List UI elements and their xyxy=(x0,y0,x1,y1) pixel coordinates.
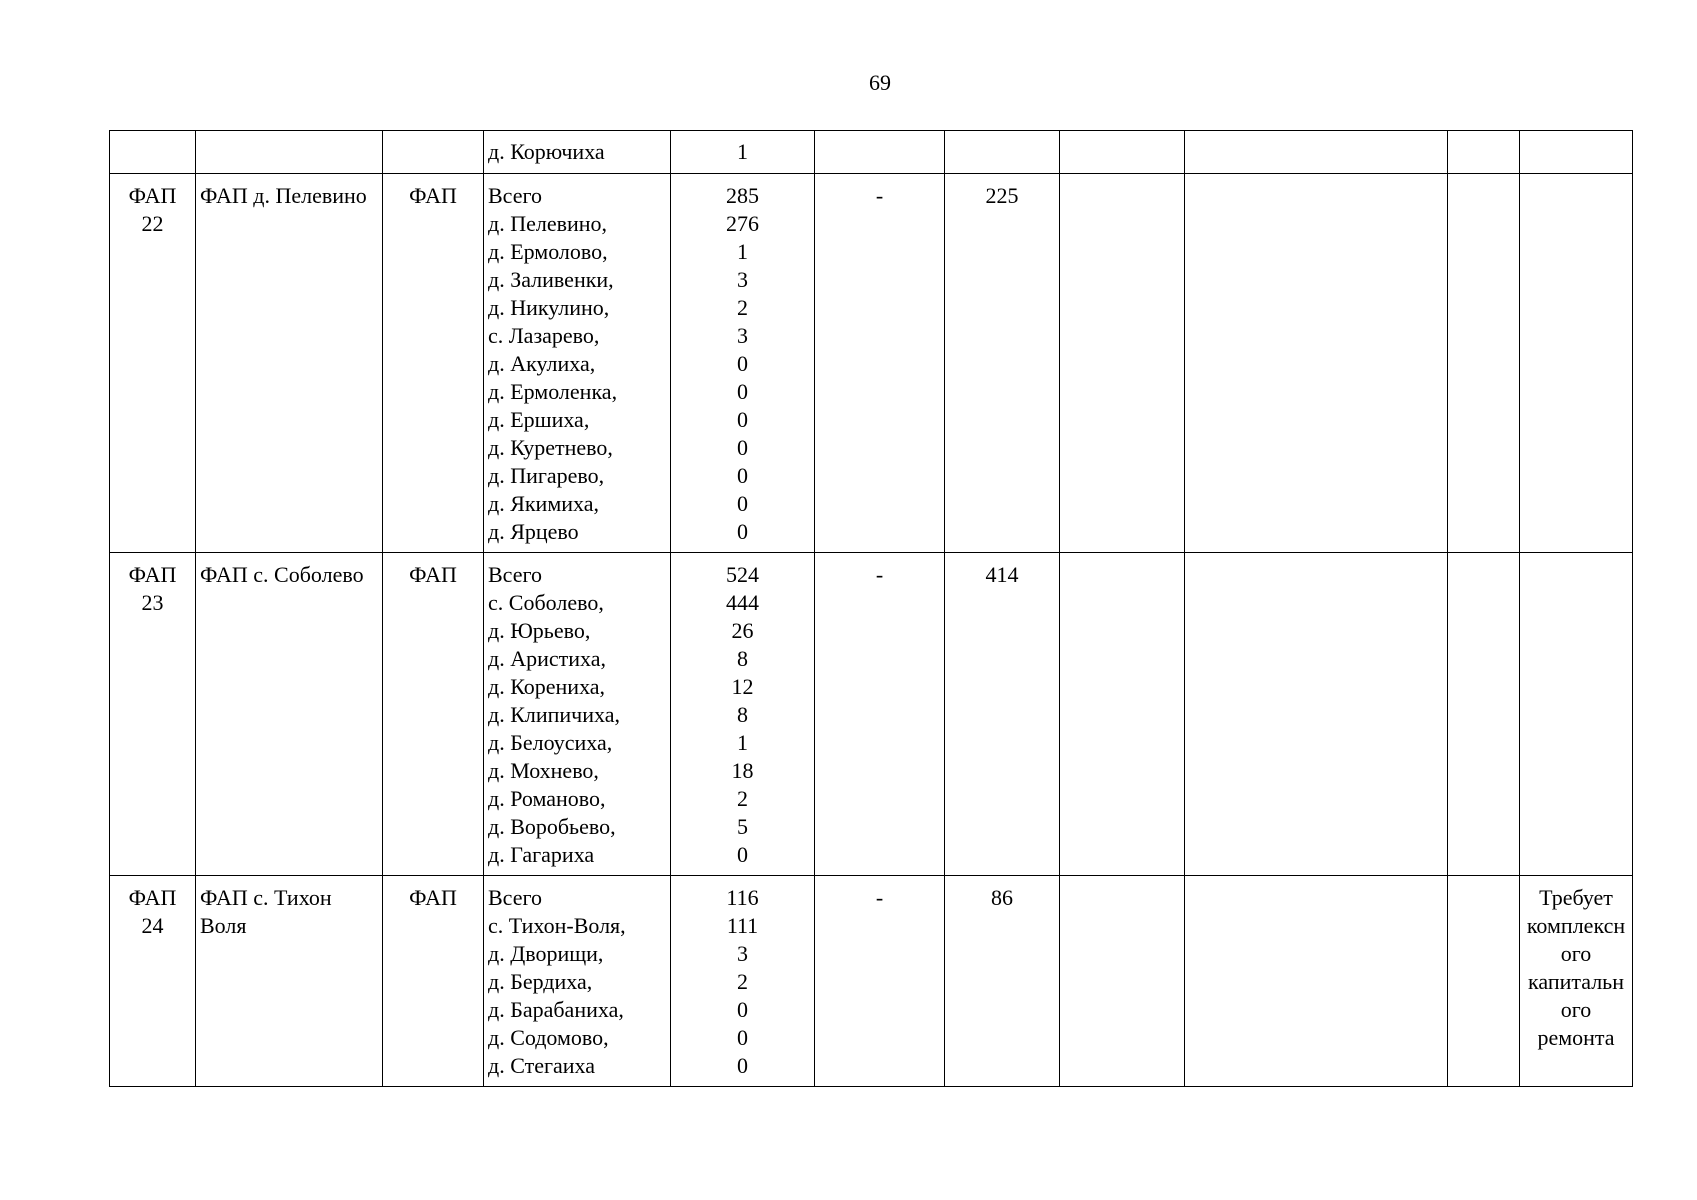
remark-cell xyxy=(1520,131,1633,174)
code-cell xyxy=(110,131,196,174)
remark-line: ремонта xyxy=(1537,1025,1615,1050)
facility-name: ФАП д. Пелевино xyxy=(200,183,367,208)
code-line: ФАП xyxy=(128,562,177,587)
col7-value: 225 xyxy=(985,183,1019,208)
population-count: 3 xyxy=(737,941,748,966)
population-count: 3 xyxy=(737,323,748,348)
empty-cell xyxy=(1060,174,1185,553)
population-count: 12 xyxy=(731,674,754,699)
type-cell xyxy=(383,174,484,553)
place-name: д. Белоусиха, xyxy=(488,730,613,755)
place-name: Всего xyxy=(488,562,542,587)
place-name: д. Гагариха xyxy=(488,842,595,867)
name-cell xyxy=(196,876,383,1087)
empty-cell xyxy=(1060,553,1185,876)
place-name: д. Ершиха, xyxy=(488,407,590,432)
remark-line: комплексн xyxy=(1526,913,1626,938)
table-body xyxy=(110,131,1633,1087)
type-cell xyxy=(383,876,484,1087)
code-cell xyxy=(110,174,196,553)
facility-type: ФАП xyxy=(409,885,457,910)
place-name: д. Якимиха, xyxy=(488,491,599,516)
col6-value: - xyxy=(875,183,884,208)
empty-cell xyxy=(1448,553,1520,876)
population-count: 0 xyxy=(737,1025,748,1050)
place-name: д. Куретнево, xyxy=(488,435,613,460)
counts-cell xyxy=(671,876,815,1087)
population-count: 0 xyxy=(737,351,748,376)
counts-cell xyxy=(671,174,815,553)
place-name: д. Аристиха, xyxy=(488,646,606,671)
counts-cell xyxy=(671,553,815,876)
population-count: 285 xyxy=(726,183,759,208)
facility-name: ФАП с. Соболево xyxy=(200,562,364,587)
place-name: д. Пигарево, xyxy=(488,463,605,488)
population-count: 2 xyxy=(737,786,748,811)
place-name: д. Корениха, xyxy=(488,674,606,699)
col6-cell xyxy=(815,876,945,1087)
population-count: 8 xyxy=(737,702,748,727)
place-name: д. Корючиха xyxy=(488,139,605,164)
remark-line: ого xyxy=(1560,997,1592,1022)
population-count: 524 xyxy=(726,562,759,587)
empty-cell xyxy=(1185,876,1448,1087)
code-line: ФАП xyxy=(128,183,177,208)
population-count: 276 xyxy=(726,211,759,236)
code-line: 22 xyxy=(141,211,164,236)
place-name: д. Стегаиха xyxy=(488,1053,595,1078)
place-name: д. Ярцево xyxy=(488,519,579,544)
name-cell xyxy=(196,174,383,553)
place-name: д. Романово, xyxy=(488,786,606,811)
empty-cell xyxy=(1448,174,1520,553)
place-name: д. Заливенки, xyxy=(488,267,614,292)
col7-cell xyxy=(945,131,1060,174)
empty-cell xyxy=(1448,131,1520,174)
population-count: 444 xyxy=(726,590,759,615)
places-cell xyxy=(484,131,671,174)
population-count: 0 xyxy=(737,997,748,1022)
population-count: 1 xyxy=(737,239,748,264)
place-name: д. Ермолово, xyxy=(488,239,608,264)
counts-cell xyxy=(671,131,815,174)
table-row xyxy=(110,876,1633,1087)
places-cell xyxy=(484,876,671,1087)
place-name: д. Бердиха, xyxy=(488,969,593,994)
type-cell xyxy=(383,131,484,174)
population-count: 0 xyxy=(737,379,748,404)
table-row xyxy=(110,553,1633,876)
population-count: 1 xyxy=(737,139,748,164)
col6-value: - xyxy=(875,562,884,587)
population-count: 111 xyxy=(726,913,759,938)
empty-cell xyxy=(1185,174,1448,553)
population-count: 5 xyxy=(737,814,748,839)
population-count: 2 xyxy=(737,295,748,320)
name-cell xyxy=(196,553,383,876)
remark-line: капитальн xyxy=(1527,969,1624,994)
population-count: 1 xyxy=(737,730,748,755)
place-name: д. Юрьево, xyxy=(488,618,591,643)
remark-cell xyxy=(1520,174,1633,553)
code-line: ФАП xyxy=(128,885,177,910)
remark-cell xyxy=(1520,553,1633,876)
col6-cell xyxy=(815,131,945,174)
population-count: 18 xyxy=(731,758,754,783)
place-name: с. Соболево, xyxy=(488,590,604,615)
place-name: д. Ермоленка, xyxy=(488,379,618,404)
place-name: д. Содомово, xyxy=(488,1025,609,1050)
place-name: с. Лазарево, xyxy=(488,323,600,348)
col7-cell xyxy=(945,876,1060,1087)
place-name: Всего xyxy=(488,885,542,910)
code-cell xyxy=(110,876,196,1087)
remark-line: ого xyxy=(1560,941,1592,966)
col7-value: 414 xyxy=(985,562,1019,587)
empty-cell xyxy=(1060,876,1185,1087)
population-count: 116 xyxy=(726,885,759,910)
place-name: д. Акулиха, xyxy=(488,351,596,376)
population-count: 0 xyxy=(737,435,748,460)
population-count: 0 xyxy=(737,463,748,488)
code-line: 24 xyxy=(141,913,164,938)
place-name: д. Клипичиха, xyxy=(488,702,620,727)
fap-table xyxy=(109,130,1633,1087)
facility-type: ФАП xyxy=(409,562,457,587)
place-name: Всего xyxy=(488,183,542,208)
place-name: д. Мохнево, xyxy=(488,758,599,783)
place-name: д. Никулино, xyxy=(488,295,610,320)
remark-line: Требует xyxy=(1539,885,1613,910)
code-line: 23 xyxy=(141,590,164,615)
facility-type: ФАП xyxy=(409,183,457,208)
place-name: д. Пелевино, xyxy=(488,211,608,236)
col7-value: 86 xyxy=(991,885,1013,910)
place-name: д. Барабаниха, xyxy=(488,997,624,1022)
type-cell xyxy=(383,553,484,876)
population-count: 0 xyxy=(737,491,748,516)
empty-cell xyxy=(1448,876,1520,1087)
page-number: 69 xyxy=(869,70,891,95)
population-count: 3 xyxy=(737,267,748,292)
code-cell xyxy=(110,553,196,876)
place-name: д. Воробьево, xyxy=(488,814,616,839)
empty-cell xyxy=(1060,131,1185,174)
places-cell xyxy=(484,553,671,876)
col6-value: - xyxy=(875,885,884,910)
population-count: 2 xyxy=(737,969,748,994)
empty-cell xyxy=(1185,131,1448,174)
remark-cell xyxy=(1520,876,1633,1087)
empty-cell xyxy=(1185,553,1448,876)
table-row xyxy=(110,174,1633,553)
population-count: 0 xyxy=(737,519,748,544)
population-count: 0 xyxy=(737,1053,748,1078)
place-name: д. Дворищи, xyxy=(488,941,604,966)
name-cell xyxy=(196,131,383,174)
population-count: 0 xyxy=(737,842,748,867)
population-count: 26 xyxy=(731,618,754,643)
col6-cell xyxy=(815,553,945,876)
places-cell xyxy=(484,174,671,553)
table-row xyxy=(110,131,1633,174)
col7-cell xyxy=(945,553,1060,876)
col7-cell xyxy=(945,174,1060,553)
col6-cell xyxy=(815,174,945,553)
place-name: с. Тихон-Воля, xyxy=(488,913,626,938)
population-count: 0 xyxy=(737,407,748,432)
facility-name: ФАП с. Тихон Воля xyxy=(200,885,332,938)
population-count: 8 xyxy=(737,646,748,671)
